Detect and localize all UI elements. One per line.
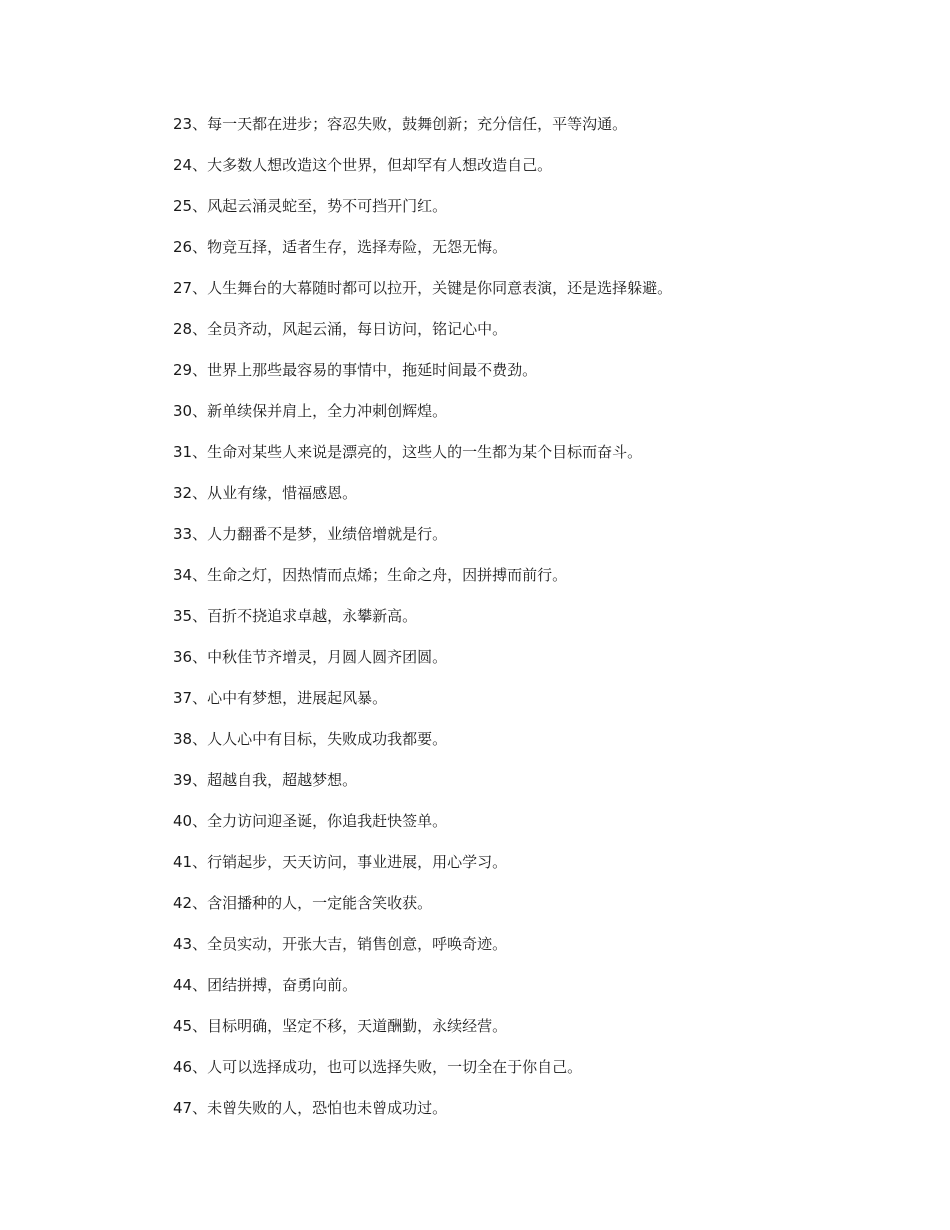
list-item: 35、百折不挠追求卓越，永攀新高。 <box>173 607 418 625</box>
slogan-list <box>173 113 893 1138</box>
list-item: 30、新单续保并肩上，全力冲刺创辉煌。 <box>173 402 448 420</box>
list-item: 26、物竞互择，适者生存，选择寿险，无怨无悔。 <box>173 238 508 256</box>
list-item: 23、每一天都在进步；容忍失败，鼓舞创新；充分信任，平等沟通。 <box>173 115 628 133</box>
list-item: 45、目标明确，坚定不移，天道酬勤，永续经营。 <box>173 1017 508 1035</box>
list-item: 42、含泪播种的人，一定能含笑收获。 <box>173 894 433 912</box>
list-item: 41、行销起步，天天访问，事业进展，用心学习。 <box>173 853 508 871</box>
list-item: 39、超越自我，超越梦想。 <box>173 771 358 789</box>
list-item: 44、团结拼搏，奋勇向前。 <box>173 976 358 994</box>
list-item: 46、人可以选择成功，也可以选择失败，一切全在于你自己。 <box>173 1058 583 1076</box>
list-item: 29、世界上那些最容易的事情中，拖延时间最不费劲。 <box>173 361 538 379</box>
list-item: 36、中秋佳节齐增灵，月圆人圆齐团圆。 <box>173 648 448 666</box>
list-item: 28、全员齐动，风起云涌，每日访问，铭记心中。 <box>173 320 508 338</box>
list-item: 27、人生舞台的大幕随时都可以拉开，关键是你同意表演，还是选择躲避。 <box>173 279 673 297</box>
list-item: 43、全员实动，开张大吉，销售创意，呼唤奇迹。 <box>173 935 508 953</box>
list-item: 40、全力访问迎圣诞，你追我赶快签单。 <box>173 812 448 830</box>
list-item: 33、人力翻番不是梦，业绩倍增就是行。 <box>173 525 448 543</box>
list-item: 37、心中有梦想，进展起风暴。 <box>173 689 388 707</box>
list-item: 34、生命之灯，因热情而点烯；生命之舟，因拼搏而前行。 <box>173 566 568 584</box>
list-item: 38、人人心中有目标，失败成功我都要。 <box>173 730 448 748</box>
list-item: 31、生命对某些人来说是漂亮的，这些人的一生都为某个目标而奋斗。 <box>173 443 643 461</box>
list-item: 47、未曾失败的人，恐怕也未曾成功过。 <box>173 1099 448 1117</box>
list-item: 25、风起云涌灵蛇至，势不可挡开门红。 <box>173 197 448 215</box>
list-item: 32、从业有缘，惜福感恩。 <box>173 484 358 502</box>
list-item: 24、大多数人想改造这个世界，但却罕有人想改造自己。 <box>173 156 553 174</box>
